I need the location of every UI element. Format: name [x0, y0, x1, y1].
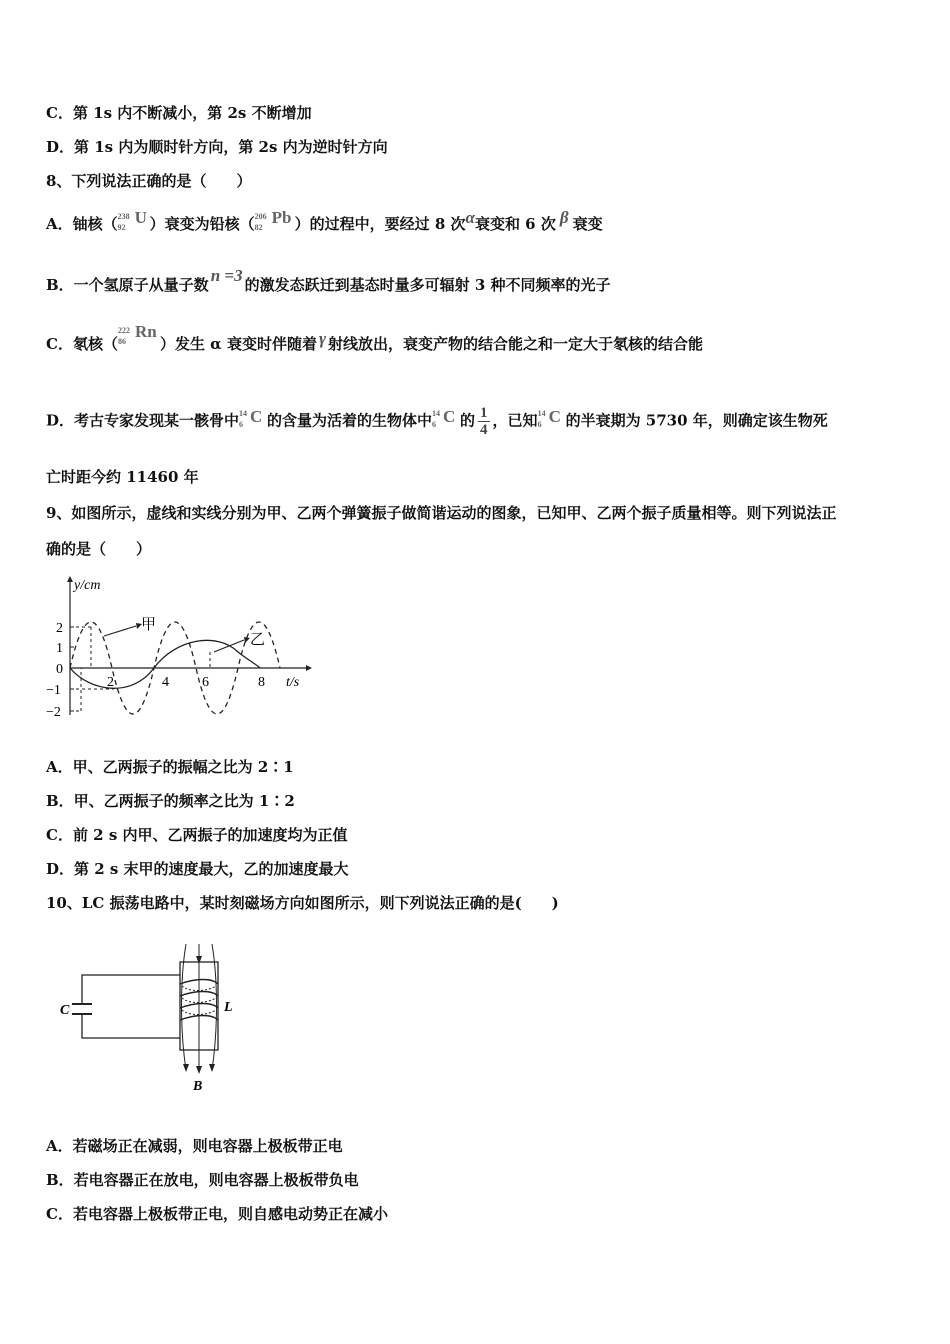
quantum-number: n =3: [210, 266, 243, 285]
q8-d-text-3: 的: [460, 411, 476, 430]
q8-c-text-1: C．氡核（: [46, 335, 118, 353]
y-axis-label: y/cm: [74, 578, 101, 593]
coil-label: L: [224, 1000, 233, 1015]
option-c-prev: C．第 1s 内不断减小，第 2s 不断增加: [46, 104, 312, 122]
label-jia: 甲: [141, 617, 157, 633]
q8-d-text-5: 的半衰期为 5730 年，则确定该生物死: [565, 411, 828, 430]
q9-stem-line2: 确的是（ ）: [46, 540, 152, 558]
q8-option-c: [46, 322, 704, 356]
q9-stem-line1: 9、如图所示，虚线和实线分别为甲、乙两个弹簧振子做简谐运动的图象，已知甲、乙两个振子质量相等。则下列说法正: [46, 504, 837, 522]
q9-option-c: C．前 2 s 内甲、乙两振子的加速度均为正值: [46, 826, 348, 844]
q8-d-text-2: 的含量为活着的生物体中: [267, 411, 433, 430]
q8-b-text-2: 的激发态跃迁到基态时量多可辐射 3 种不同频率的光子: [244, 276, 611, 294]
x-tick-6: 6: [202, 675, 209, 690]
q8-a-text-4: 衰变和 6 次: [474, 215, 556, 233]
q8-option-b: [46, 266, 611, 295]
oscillation-graph: [44, 572, 314, 722]
q8-d-text-1: D．考古专家发现某一骸骨中: [46, 411, 240, 430]
q10-option-b: B．若电容器正在放电，则电容器上极板带负电: [46, 1171, 359, 1189]
q8-b-text-1: B．一个氢原子从量子数: [46, 276, 209, 294]
field-arrow-icon: [196, 1066, 202, 1074]
carbon14-isotope-2: 14 6 C: [432, 406, 456, 429]
label-yi: 乙: [250, 632, 266, 648]
q8-d-text-4: ，已知: [492, 411, 538, 430]
field-label: B: [193, 1079, 203, 1094]
q8-c-text-3: 射线放出，衰变产物的结合能之和一定大于氡核的结合能: [328, 335, 704, 353]
q8-option-d: [46, 405, 828, 438]
lc-circuit-diagram: [56, 940, 246, 1100]
q8-c-text-2: ）发生 α 衰变时伴随着: [159, 335, 317, 353]
q8-option-d-continued: 亡时距今约 11460 年: [46, 468, 199, 486]
x-tick-4: 4: [162, 675, 169, 690]
q8-a-text-2: ）衰变为铅核（: [149, 215, 255, 233]
q8-option-a: [46, 208, 603, 236]
y-tick-1: 1: [56, 641, 63, 656]
option-d-prev: D．第 1s 内为顺时针方向，第 2s 内为逆时针方向: [46, 138, 388, 156]
carbon14-isotope-3: 14 6 C: [537, 406, 561, 429]
q10-option-c: C．若电容器上极板带正电，则自感电动势正在减小: [46, 1205, 388, 1223]
radon-isotope: 222 86 Rn: [117, 322, 157, 346]
q8-a-text-3: ）的过程中，要经过 8 次: [294, 215, 466, 233]
y-tick-neg1: −1: [46, 683, 61, 698]
lead-isotope: 206 82 Pb: [254, 208, 292, 232]
x-axis-label: t/s: [286, 675, 300, 690]
beta-symbol: β: [559, 208, 569, 227]
gamma-symbol: γ: [318, 329, 327, 348]
x-axis-arrow: [306, 665, 312, 671]
q10-stem: 10、LC 振荡电路中，某时刻磁场方向如图所示，则下列说法正确的是( ): [46, 894, 559, 912]
y-tick-2: 2: [56, 621, 63, 636]
q9-option-a: A．甲、乙两振子的振幅之比为 2∶1: [46, 758, 294, 776]
y-tick-0: 0: [56, 662, 63, 677]
y-axis-arrow: [67, 576, 73, 582]
q9-option-d: D．第 2 s 末甲的速度最大，乙的加速度最大: [46, 860, 349, 878]
x-tick-2: 2: [107, 675, 114, 690]
alpha-symbol: α: [465, 208, 475, 227]
q8-a-text-5: 衰变: [572, 215, 603, 233]
y-tick-neg2: −2: [46, 705, 61, 720]
q9-option-b: B．甲、乙两振子的频率之比为 1∶2: [46, 792, 295, 810]
x-tick-8: 8: [258, 675, 265, 690]
q8-a-text-1: A．铀核（: [46, 215, 118, 233]
capacitor-label: C: [60, 1003, 70, 1018]
q10-option-a: A．若磁场正在减弱，则电容器上极板带正电: [46, 1137, 343, 1155]
q8-stem: 8、下列说法正确的是（ ）: [46, 172, 252, 190]
uranium-isotope: 238 92 U: [117, 208, 147, 232]
fraction-one-quarter: $\frac{1}{4}$: [480, 405, 488, 438]
carbon14-isotope: 14 6 C: [239, 406, 263, 429]
